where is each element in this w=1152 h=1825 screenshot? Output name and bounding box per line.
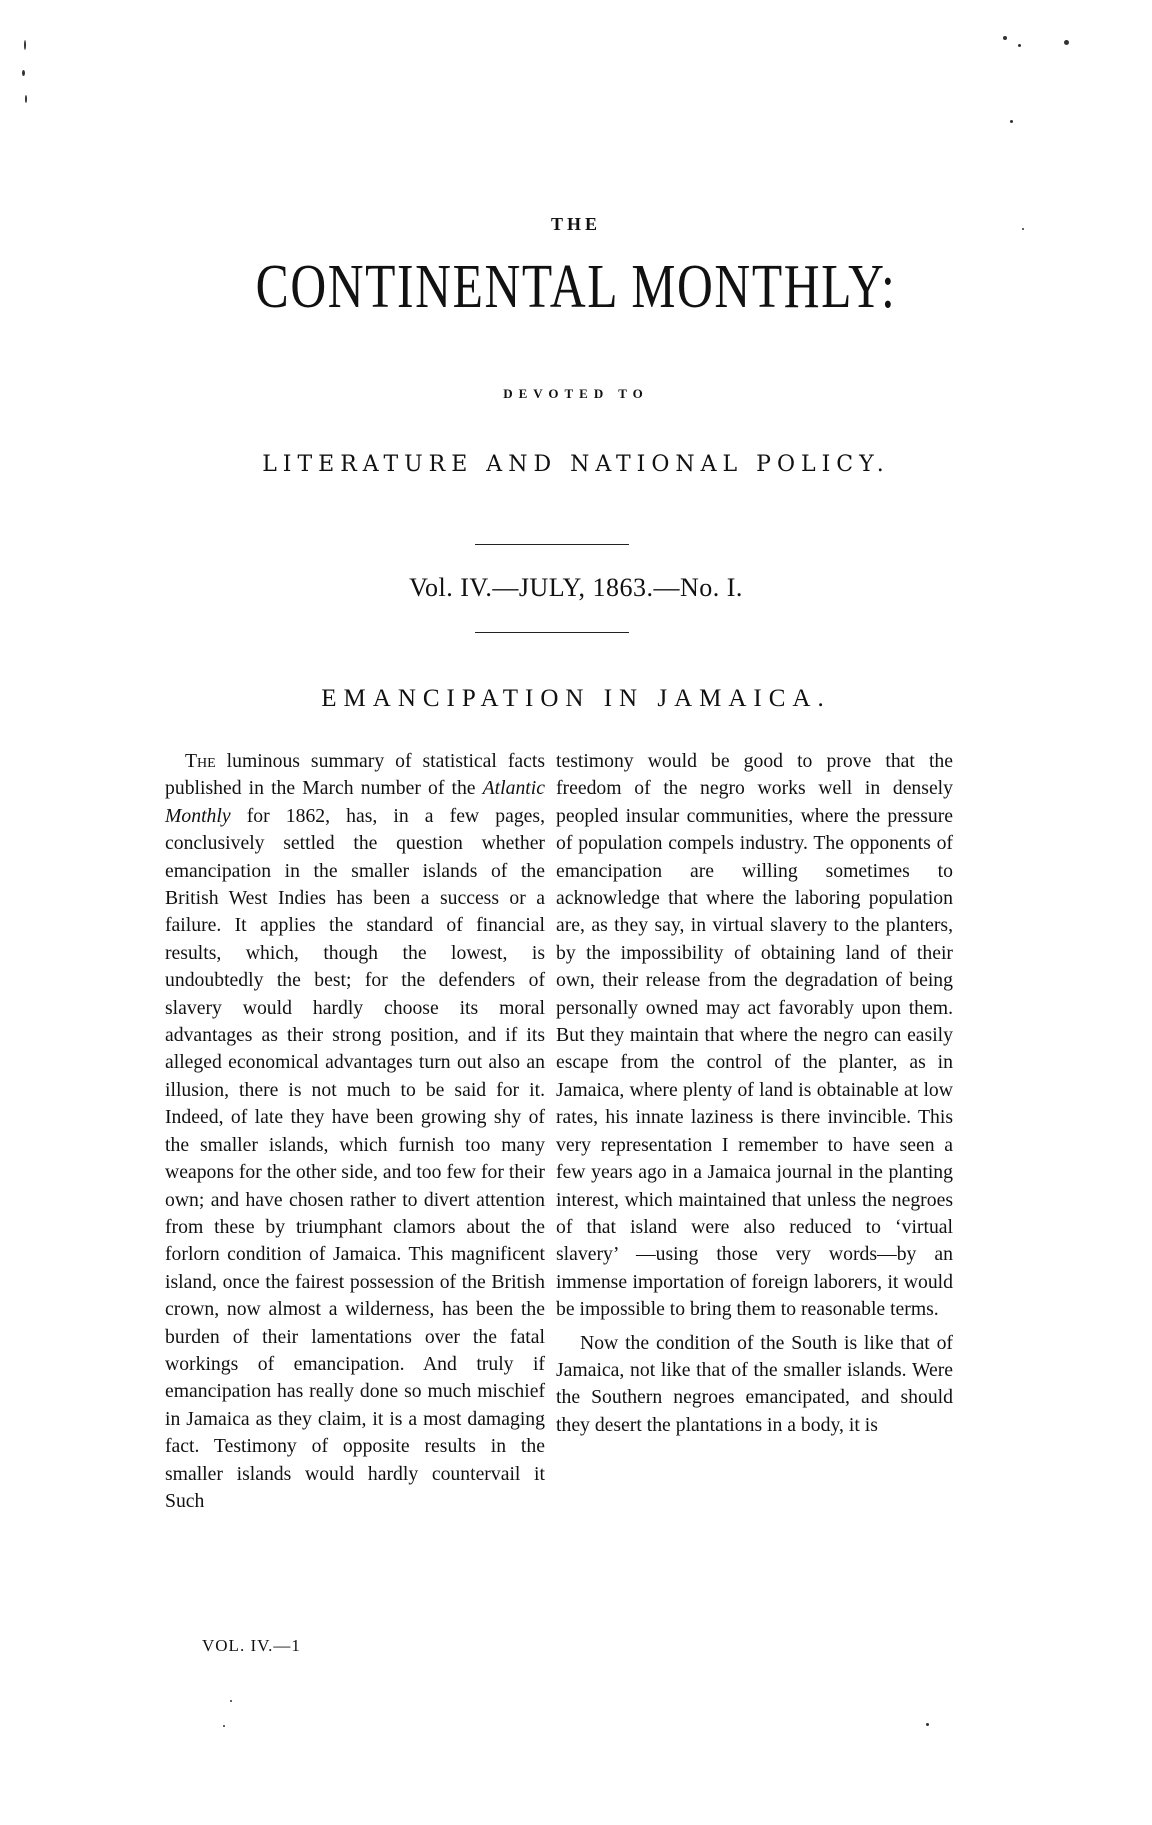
paragraph-text: for 1862, has, in a few pages, conclusively settled the question whether emancipation in the smaller islands of the British West Indies has been a success or a failure. It applies the standard of financial results, which, though the lowest, is undoubtedly the best; for the defenders of slavery would hardly choose its moral advantages as their strong position, and if its alleged economical advantages turn out also an illusion, there is not much to be said for it. Indeed, of late they have been growing shy of the smaller islands, which furnish too many weapons for the other side, and too few for their own; and have chosen rather to divert attention from these by triumphant clamors about the forlorn condition of Jamaica. This magnificent island, once the fairest possession of the British crown, now almost a wilderness, has been the burden of their lamentations over the fatal workings of emancipation. And truly if emancipation has really done so much mischief in Jamaica as they claim, it is a most damaging fact. Testimony of opposite results in the smaller islands would hardly countervail it Such [165,804,545,1512]
speck [230,1700,232,1702]
speck [1010,120,1013,123]
lead-word: The [185,750,216,772]
page-folio: VOL. IV.—1 [202,1636,301,1655]
magazine-subtitle: LITERATURE AND NATIONAL POLICY. [262,452,890,477]
speck [25,95,27,103]
speck [1018,44,1021,47]
masthead-the: THE [550,214,601,234]
paragraph: Now the condition of the South is like that of Jamaica, not like that of the smaller islands. Were the Southern negroes emancipated, and should they desert the plantations in a body, it is [556,1331,953,1436]
magazine-title: CONTINENTAL MONTHLY: [255,253,897,321]
volume-issue-line: Vol. IV.—JULY, 1863.—No. I. [409,573,743,602]
speck [926,1723,929,1726]
article-column-right [556,748,953,1439]
rule-above-volume [475,544,629,545]
paragraph [165,748,545,1515]
article-column-left [165,748,545,1515]
speck [1022,228,1024,230]
rule-below-volume [475,632,629,633]
speck [223,1725,225,1727]
speck [1003,36,1007,40]
paragraph-text: luminous summary of statistical facts published in the March number of the [165,750,545,800]
speck [22,70,25,76]
publication-name: Atlantic Monthly [165,777,545,827]
devoted-to-label: DEVOTED TO [503,386,649,401]
speck [1064,40,1069,45]
article-title: EMANCIPATION IN JAMAICA. [321,685,831,712]
speck [24,40,26,50]
paragraph: testimony would be good to prove that the freedom of the negro works well in densely peopled insular communities, where the pressure of population compels industry. The opponents of emancipation are willing sometimes to acknowledge that where the laboring population are, as they say, in virtual slavery to the planters, by the impossibility of obtaining land of their own, their release from the degradation of being personally owned may act favorably upon them. But they maintain that where the negro can easily escape from the control of the planter, as in Jamaica, where plenty of land is obtainable at low rates, his innate laziness is there invincible. This very representation I remember to have seen a few years ago in a Jamaica journal in the planting interest, which maintained that unless the negroes of that island were also reduced to ‘virtual slavery’ —using those very words—by an immense importation of foreign laborers, it would be impossible to bring them to reasonable terms. [556,750,953,1321]
